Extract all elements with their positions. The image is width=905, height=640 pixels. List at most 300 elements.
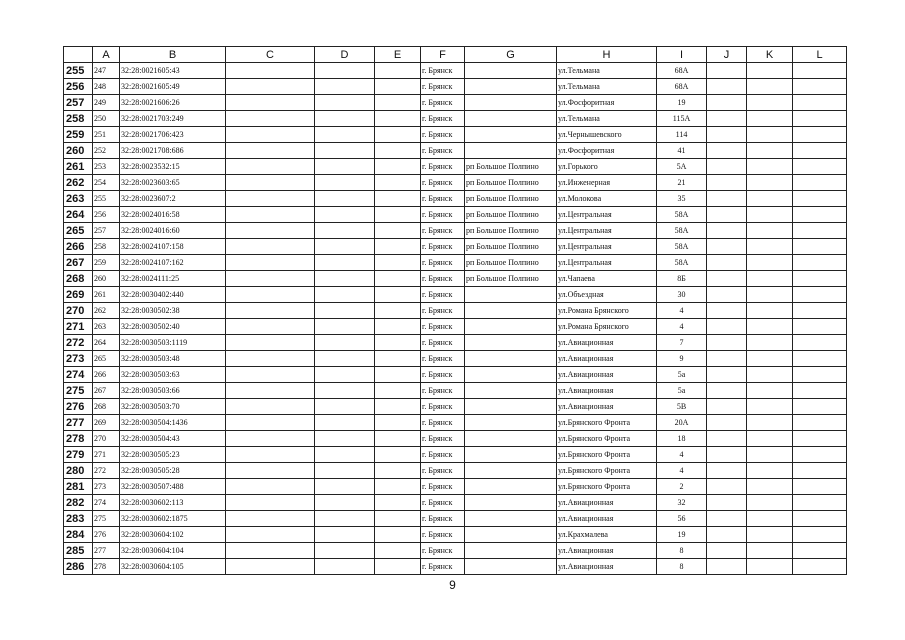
cell-c [226,559,315,575]
cell-a: 271 [93,447,120,463]
cell-c [226,335,315,351]
cell-g [465,79,557,95]
table-row [64,95,847,111]
cell-f: г. Брянск [421,207,465,223]
cell-h: ул.Авиационная [557,543,657,559]
cell-j [707,319,747,335]
cell-a: 277 [93,543,120,559]
cell-i: 58А [657,207,707,223]
cell-h: ул.Центральная [557,223,657,239]
cell-h: ул.Авиационная [557,495,657,511]
cell-a: 259 [93,255,120,271]
cell-c [226,239,315,255]
table-row [64,239,847,255]
row-number: 261 [64,159,93,175]
cell-e [375,191,421,207]
cell-h: ул.Тельмана [557,111,657,127]
row-number: 264 [64,207,93,223]
cell-j [707,255,747,271]
cell-a: 262 [93,303,120,319]
cell-d [315,111,375,127]
cell-g [465,303,557,319]
cell-k [747,479,793,495]
cell-b: 32:28:0023603:65 [120,175,226,191]
cell-l [793,79,847,95]
cell-d [315,495,375,511]
cell-l [793,543,847,559]
cell-e [375,175,421,191]
cell-l [793,239,847,255]
cell-c [226,415,315,431]
cell-e [375,95,421,111]
cell-i: 32 [657,495,707,511]
cell-c [226,143,315,159]
cell-k [747,511,793,527]
cell-k [747,223,793,239]
cell-c [226,303,315,319]
cell-l [793,495,847,511]
cell-a: 257 [93,223,120,239]
cell-h: ул.Брянского Фронта [557,479,657,495]
cell-k [747,287,793,303]
cell-j [707,367,747,383]
cell-k [747,399,793,415]
cell-b: 32:28:0024111:25 [120,271,226,287]
cell-j [707,63,747,79]
cell-k [747,447,793,463]
cell-d [315,351,375,367]
cell-f: г. Брянск [421,319,465,335]
cell-f: г. Брянск [421,543,465,559]
cell-h: ул.Чернышевского [557,127,657,143]
table-row [64,383,847,399]
cell-h: ул.Романа Брянского [557,303,657,319]
cell-l [793,559,847,575]
row-number: 270 [64,303,93,319]
table-row [64,287,847,303]
table-row [64,271,847,287]
row-number: 275 [64,383,93,399]
cell-b: 32:28:0024016:60 [120,223,226,239]
cell-j [707,127,747,143]
cell-g [465,319,557,335]
cell-g: рп Большое Полпино [465,159,557,175]
cell-g [465,399,557,415]
cell-d [315,383,375,399]
cell-c [226,399,315,415]
cell-i: 115А [657,111,707,127]
cell-f: г. Брянск [421,351,465,367]
cell-i: 35 [657,191,707,207]
column-header-k: K [747,47,793,63]
row-number: 262 [64,175,93,191]
cell-e [375,239,421,255]
cell-d [315,63,375,79]
cell-d [315,207,375,223]
row-number: 272 [64,335,93,351]
cell-e [375,447,421,463]
table-row [64,415,847,431]
cell-b: 32:28:0024107:158 [120,239,226,255]
row-number: 266 [64,239,93,255]
column-header-h: H [557,47,657,63]
column-header-i: I [657,47,707,63]
cell-e [375,287,421,303]
cell-k [747,79,793,95]
cell-h: ул.Горького [557,159,657,175]
cell-g [465,335,557,351]
cell-g [465,495,557,511]
cell-a: 263 [93,319,120,335]
cell-l [793,223,847,239]
cell-g [465,559,557,575]
cell-b: 32:28:0030504:43 [120,431,226,447]
table-row [64,319,847,335]
cell-b: 32:28:0030505:28 [120,463,226,479]
cell-f: г. Брянск [421,159,465,175]
cell-l [793,399,847,415]
cell-a: 249 [93,95,120,111]
cell-e [375,559,421,575]
cell-a: 278 [93,559,120,575]
cell-j [707,191,747,207]
cell-e [375,63,421,79]
row-number: 277 [64,415,93,431]
cell-l [793,175,847,191]
cell-l [793,303,847,319]
cell-l [793,431,847,447]
cell-j [707,399,747,415]
cell-d [315,143,375,159]
cell-e [375,335,421,351]
cell-h: ул.Объездная [557,287,657,303]
table-row [64,223,847,239]
cell-l [793,527,847,543]
cell-k [747,271,793,287]
cell-j [707,479,747,495]
cell-l [793,415,847,431]
cell-l [793,511,847,527]
cell-c [226,543,315,559]
cell-d [315,271,375,287]
cell-d [315,159,375,175]
table-row [64,127,847,143]
cell-l [793,143,847,159]
row-number: 283 [64,511,93,527]
cell-f: г. Брянск [421,447,465,463]
cell-l [793,191,847,207]
cell-k [747,207,793,223]
cell-g [465,287,557,303]
cell-f: г. Брянск [421,175,465,191]
cell-h: ул.Авиационная [557,367,657,383]
cell-a: 251 [93,127,120,143]
cell-a: 256 [93,207,120,223]
cell-c [226,271,315,287]
cell-g [465,527,557,543]
table-row [64,143,847,159]
cell-e [375,223,421,239]
cell-f: г. Брянск [421,79,465,95]
cell-f: г. Брянск [421,143,465,159]
cell-b: 32:28:0030504:1436 [120,415,226,431]
cell-f: г. Брянск [421,223,465,239]
cell-d [315,175,375,191]
cell-l [793,111,847,127]
cell-e [375,463,421,479]
column-header-c: C [226,47,315,63]
cell-e [375,351,421,367]
cell-j [707,383,747,399]
cell-j [707,95,747,111]
cell-g [465,111,557,127]
cell-c [226,431,315,447]
cell-a: 253 [93,159,120,175]
cell-a: 270 [93,431,120,447]
column-header-a: A [93,47,120,63]
cell-i: 114 [657,127,707,143]
cell-i: 21 [657,175,707,191]
cell-i: 2 [657,479,707,495]
table-row [64,63,847,79]
cell-i: 58А [657,255,707,271]
cell-i: 18 [657,431,707,447]
cell-e [375,511,421,527]
cell-a: 268 [93,399,120,415]
cell-b: 32:28:0024107:162 [120,255,226,271]
cell-g [465,543,557,559]
row-number: 271 [64,319,93,335]
column-header-g: G [465,47,557,63]
cell-j [707,223,747,239]
cell-b: 32:28:0030507:488 [120,479,226,495]
cell-b: 32:28:0030604:102 [120,527,226,543]
cell-j [707,159,747,175]
cell-h: ул.Авиационная [557,559,657,575]
cell-b: 32:28:0021706:423 [120,127,226,143]
cell-b: 32:28:0030503:66 [120,383,226,399]
cell-j [707,543,747,559]
cell-b: 32:28:0024016:58 [120,207,226,223]
cell-i: 5В [657,399,707,415]
cell-d [315,223,375,239]
cell-f: г. Брянск [421,239,465,255]
column-header-f: F [421,47,465,63]
cell-g [465,479,557,495]
table-row [64,79,847,95]
cell-c [226,223,315,239]
table-row [64,175,847,191]
column-header-e: E [375,47,421,63]
cell-e [375,431,421,447]
cell-a: 265 [93,351,120,367]
cell-k [747,319,793,335]
cell-c [226,191,315,207]
cell-g [465,511,557,527]
cell-h: ул.Фосфоритная [557,95,657,111]
cell-e [375,383,421,399]
cell-g [465,143,557,159]
cell-f: г. Брянск [421,527,465,543]
table-row [64,207,847,223]
cell-g: рп Большое Полпино [465,255,557,271]
cell-b: 32:28:0023607:2 [120,191,226,207]
cell-d [315,239,375,255]
cell-f: г. Брянск [421,95,465,111]
row-number: 286 [64,559,93,575]
cell-h: ул.Авиационная [557,383,657,399]
row-number: 281 [64,479,93,495]
table-row [64,511,847,527]
cell-e [375,367,421,383]
cell-a: 255 [93,191,120,207]
cell-k [747,143,793,159]
cell-i: 58А [657,223,707,239]
cell-e [375,79,421,95]
cell-k [747,463,793,479]
cell-k [747,335,793,351]
cell-k [747,303,793,319]
cell-e [375,415,421,431]
cell-k [747,63,793,79]
cell-h: ул.Романа Брянского [557,319,657,335]
cell-c [226,255,315,271]
cell-l [793,159,847,175]
cell-l [793,367,847,383]
cell-i: 4 [657,463,707,479]
cell-j [707,511,747,527]
cell-k [747,175,793,191]
cell-b: 32:28:0030604:104 [120,543,226,559]
cell-j [707,143,747,159]
cell-l [793,127,847,143]
cell-d [315,399,375,415]
cell-j [707,111,747,127]
cell-a: 276 [93,527,120,543]
cell-f: г. Брянск [421,367,465,383]
cell-e [375,479,421,495]
cell-d [315,367,375,383]
cell-e [375,543,421,559]
cell-f: г. Брянск [421,335,465,351]
cell-d [315,559,375,575]
cell-g [465,463,557,479]
cell-f: г. Брянск [421,255,465,271]
cell-k [747,527,793,543]
cell-c [226,479,315,495]
cell-h: ул.Авиационная [557,335,657,351]
cell-i: 8 [657,559,707,575]
page-number: 9 [449,578,456,592]
cell-d [315,335,375,351]
cell-g [465,63,557,79]
cell-a: 272 [93,463,120,479]
cell-c [226,207,315,223]
cell-g: рп Большое Полпино [465,191,557,207]
cell-c [226,319,315,335]
cell-b: 32:28:0030502:38 [120,303,226,319]
row-number: 265 [64,223,93,239]
cell-h: ул.Центральная [557,207,657,223]
cell-l [793,447,847,463]
cell-a: 258 [93,239,120,255]
cell-d [315,447,375,463]
cell-h: ул.Брянского Фронта [557,415,657,431]
cell-h: ул.Центральная [557,239,657,255]
cell-a: 250 [93,111,120,127]
cell-g [465,127,557,143]
table-row [64,431,847,447]
cell-k [747,383,793,399]
cell-g [465,447,557,463]
row-number: 269 [64,287,93,303]
cell-b: 32:28:0021606:26 [120,95,226,111]
cell-d [315,415,375,431]
cell-e [375,303,421,319]
row-number: 258 [64,111,93,127]
cell-e [375,495,421,511]
table-body [64,63,847,575]
cell-d [315,255,375,271]
cell-h: ул.Авиационная [557,511,657,527]
table-row [64,255,847,271]
cell-h: ул.Молокова [557,191,657,207]
cell-f: г. Брянск [421,191,465,207]
cell-j [707,79,747,95]
cell-f: г. Брянск [421,495,465,511]
column-header-b: B [120,47,226,63]
table-row [64,479,847,495]
cell-c [226,111,315,127]
cell-l [793,383,847,399]
table-row [64,159,847,175]
cell-e [375,271,421,287]
cell-i: 8 [657,543,707,559]
cell-f: г. Брянск [421,271,465,287]
cell-h: ул.Инженерная [557,175,657,191]
cell-c [226,79,315,95]
cell-i: 41 [657,143,707,159]
cell-k [747,351,793,367]
cell-a: 266 [93,367,120,383]
table-row [64,303,847,319]
table-row [64,527,847,543]
cell-f: г. Брянск [421,63,465,79]
cell-f: г. Брянск [421,127,465,143]
cell-j [707,207,747,223]
cell-g [465,415,557,431]
row-number: 256 [64,79,93,95]
row-number: 284 [64,527,93,543]
cell-i: 9 [657,351,707,367]
cell-g [465,367,557,383]
table-row [64,367,847,383]
cell-k [747,239,793,255]
cell-j [707,431,747,447]
cell-h: ул.Брянского Фронта [557,447,657,463]
row-number: 268 [64,271,93,287]
cell-l [793,255,847,271]
cell-g: рп Большое Полпино [465,175,557,191]
cell-b: 32:28:0030602:1875 [120,511,226,527]
cell-d [315,303,375,319]
cell-a: 248 [93,79,120,95]
cell-k [747,127,793,143]
row-number: 276 [64,399,93,415]
cell-f: г. Брянск [421,383,465,399]
cell-c [226,495,315,511]
cell-f: г. Брянск [421,463,465,479]
